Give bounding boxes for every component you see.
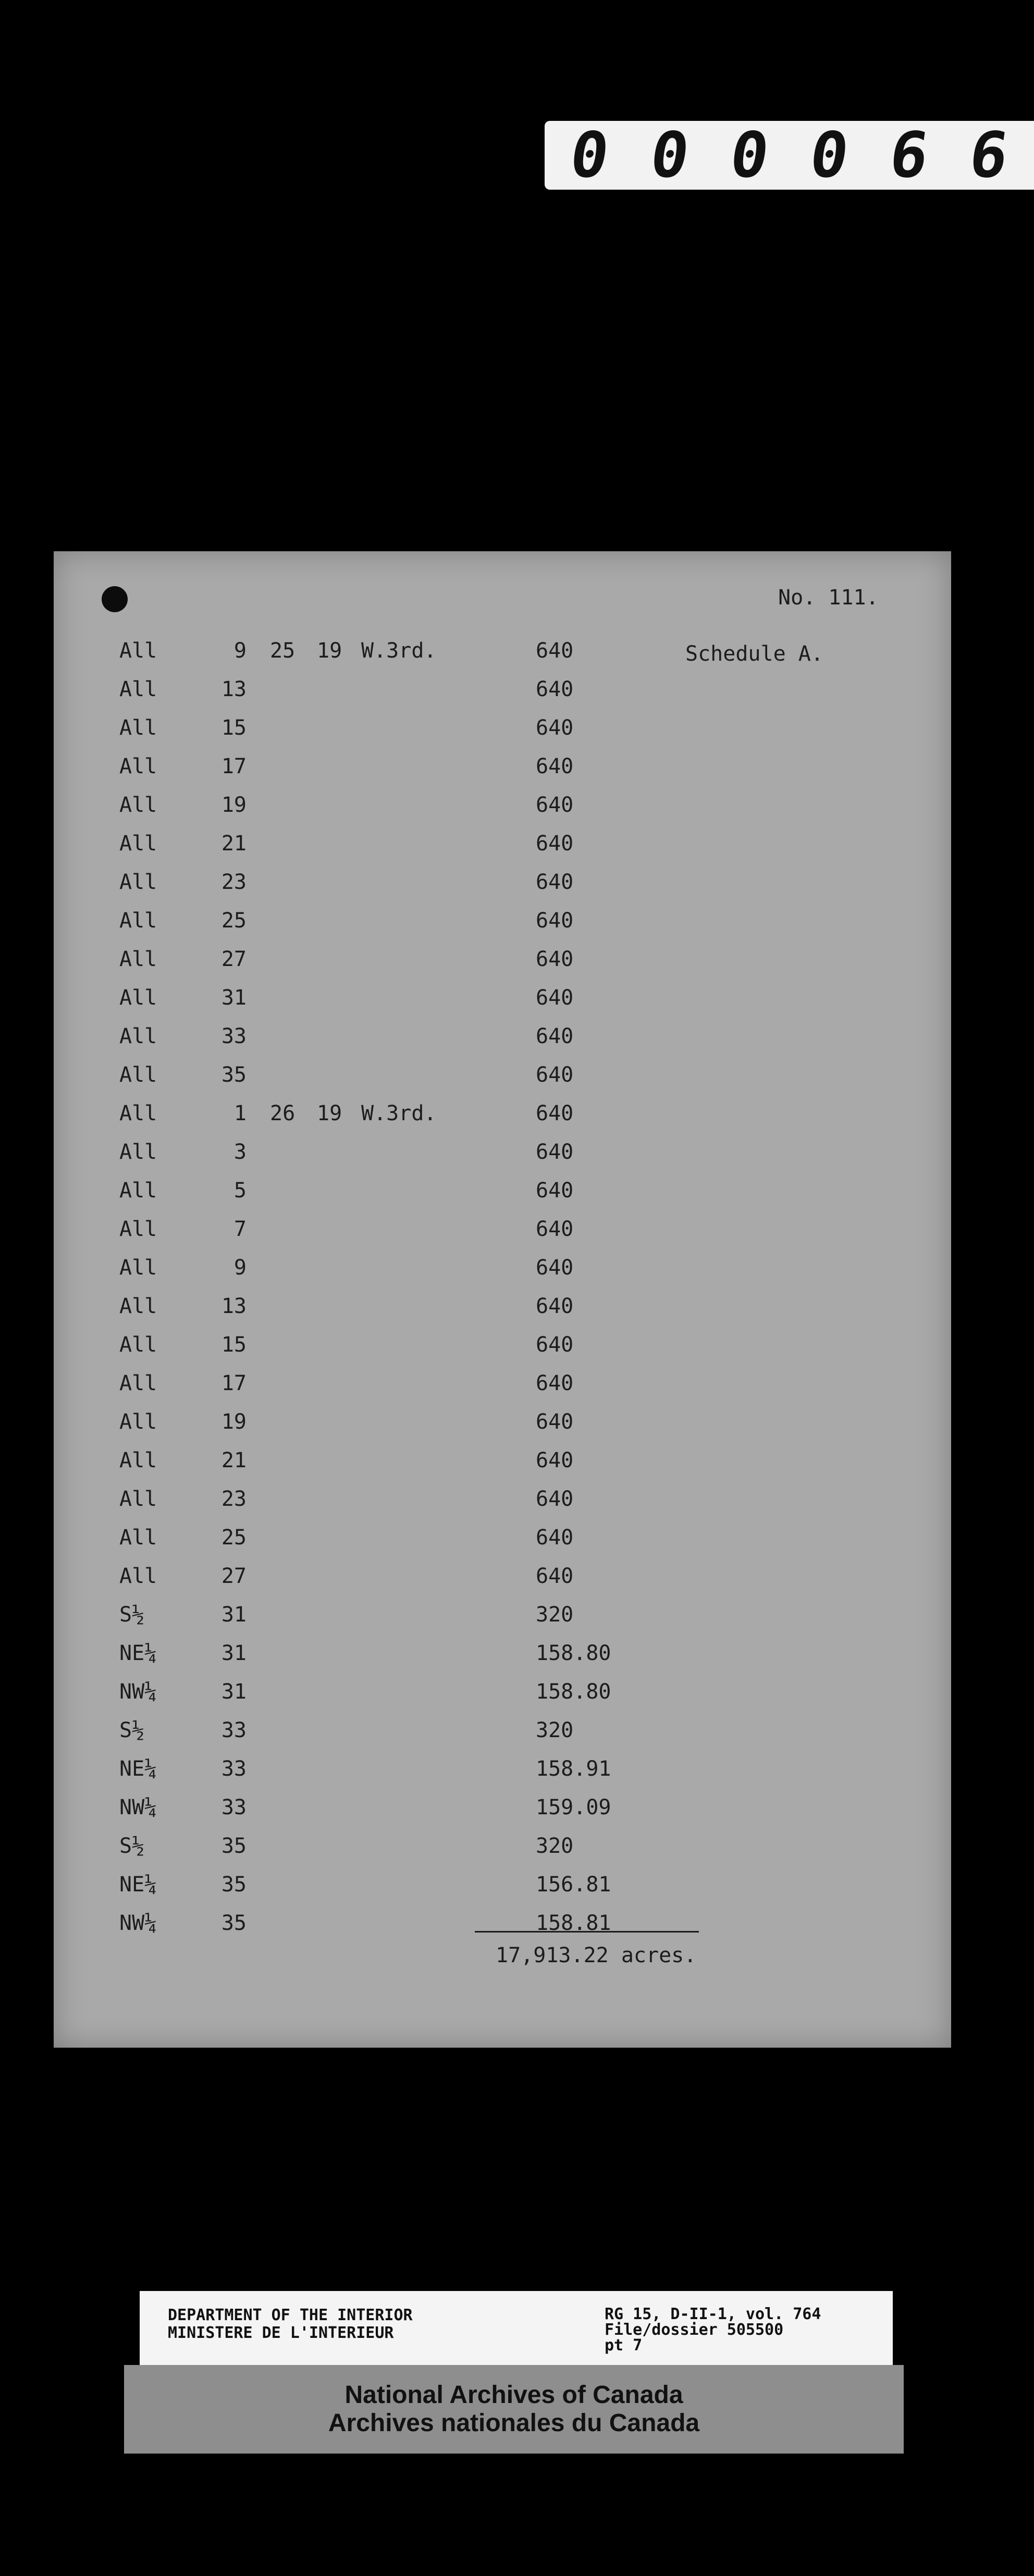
table-row [54, 1063, 951, 1089]
table-row [54, 1834, 951, 1860]
table-row [54, 1179, 951, 1205]
cell-sec: 15 [221, 1333, 247, 1357]
frame-digit: 0 [805, 119, 853, 192]
table-row [54, 1140, 951, 1166]
cell-part: NW¼ [119, 1911, 157, 1935]
department-label [168, 2307, 413, 2342]
cell-sec: 1 [233, 1101, 247, 1125]
cell-sec: 7 [233, 1217, 247, 1241]
cell-part: All [119, 947, 157, 971]
table-row [54, 1526, 951, 1552]
cell-acres: 158.81 [536, 1911, 611, 1935]
cell-sec: 17 [221, 1371, 247, 1395]
cell-twp: 26 [270, 1101, 296, 1125]
cell-sec: 15 [221, 716, 247, 740]
cell-part: All [119, 1410, 157, 1434]
cell-sec: 33 [221, 1024, 247, 1048]
cell-sec: 31 [221, 1680, 247, 1704]
archive-label [140, 2291, 893, 2367]
cell-part: All [119, 1487, 157, 1511]
punch-hole [102, 586, 128, 612]
cell-part: All [119, 1101, 157, 1125]
table-row [54, 947, 951, 973]
cell-part: All [119, 639, 157, 663]
cell-acres: 640 [536, 1333, 574, 1357]
table-row [54, 1564, 951, 1590]
cell-sec: 33 [221, 1795, 247, 1819]
frame-digit: 0 [565, 119, 614, 192]
table-row [54, 1333, 951, 1359]
cell-part: All [119, 1333, 157, 1357]
cell-acres: 320 [536, 1603, 574, 1627]
cell-acres: 640 [536, 1140, 574, 1164]
cell-acres: 640 [536, 1101, 574, 1125]
cell-part: All [119, 1179, 157, 1203]
record-group: RG 15, D-II-1, vol. 764 [605, 2305, 821, 2323]
cell-part: All [119, 1526, 157, 1550]
cell-sec: 21 [221, 1448, 247, 1472]
cell-sec: 21 [221, 832, 247, 856]
cell-acres: 640 [536, 986, 574, 1010]
table-row [54, 1294, 951, 1320]
frame-digit: 0 [645, 119, 694, 192]
archives-name-en: National Archives of Canada [344, 2381, 683, 2409]
cell-sec: 13 [221, 677, 247, 701]
cell-rge: 19 [317, 639, 342, 663]
cell-part: S½ [119, 1603, 145, 1627]
cell-part: All [119, 793, 157, 817]
cell-part: NE¼ [119, 1641, 157, 1665]
cell-part: All [119, 832, 157, 856]
cell-sec: 9 [233, 1256, 247, 1280]
cell-part: All [119, 1564, 157, 1588]
cell-part: NE¼ [119, 1757, 157, 1781]
cell-acres: 640 [536, 832, 574, 856]
document-sheet [54, 551, 951, 2048]
table-row [54, 1256, 951, 1282]
table-row [54, 716, 951, 742]
cell-acres: 640 [536, 1217, 574, 1241]
cell-part: All [119, 909, 157, 933]
cell-twp: 25 [270, 639, 296, 663]
table-row [54, 832, 951, 858]
cell-acres: 159.09 [536, 1795, 611, 1819]
document-number: No. 111. [778, 586, 879, 610]
cell-sec: 13 [221, 1294, 247, 1318]
cell-part: All [119, 716, 157, 740]
cell-acres: 158.80 [536, 1680, 611, 1704]
cell-sec: 9 [233, 639, 247, 663]
cell-acres: 158.91 [536, 1757, 611, 1781]
cell-acres: 640 [536, 1371, 574, 1395]
cell-sec: 31 [221, 1603, 247, 1627]
table-row [54, 1911, 951, 1937]
cell-sec: 25 [221, 909, 247, 933]
cell-acres: 640 [536, 1526, 574, 1550]
cell-acres: 640 [536, 1179, 574, 1203]
cell-part: All [119, 1024, 157, 1048]
cell-sec: 23 [221, 1487, 247, 1511]
cell-sec: 17 [221, 754, 247, 778]
cell-part: All [119, 1294, 157, 1318]
cell-part: NW¼ [119, 1795, 157, 1819]
frame-digit: 6 [965, 119, 1013, 192]
archives-name-fr: Archives nationales du Canada [328, 2409, 700, 2437]
cell-acres: 320 [536, 1834, 574, 1858]
schedule-label: Schedule A. [685, 642, 823, 666]
total-acres: 17,913.22 acres. [496, 1943, 697, 1967]
cell-rge: 19 [317, 1101, 342, 1125]
cell-part: All [119, 677, 157, 701]
cell-sec: 31 [221, 1641, 247, 1665]
table-row [54, 1641, 951, 1667]
cell-mer: W.3rd. [361, 639, 437, 663]
cell-acres: 640 [536, 639, 574, 663]
cell-part: NE¼ [119, 1873, 157, 1897]
cell-part: S½ [119, 1834, 145, 1858]
cell-part: All [119, 754, 157, 778]
cell-acres: 156.81 [536, 1873, 611, 1897]
table-row [54, 1101, 951, 1128]
table-row [54, 1448, 951, 1475]
cell-sec: 27 [221, 947, 247, 971]
cell-acres: 640 [536, 793, 574, 817]
cell-acres: 640 [536, 909, 574, 933]
table-row [54, 1487, 951, 1513]
cell-acres: 640 [536, 716, 574, 740]
cell-sec: 23 [221, 870, 247, 894]
cell-part: All [119, 1140, 157, 1164]
file-reference [605, 2307, 821, 2354]
table-row [54, 870, 951, 896]
table-row [54, 1718, 951, 1744]
file-part: pt 7 [605, 2336, 643, 2355]
table-row [54, 1603, 951, 1629]
file-number: File/dossier 505500 [605, 2321, 784, 2339]
cell-sec: 33 [221, 1757, 247, 1781]
cell-acres: 640 [536, 947, 574, 971]
cell-sec: 35 [221, 1063, 247, 1087]
table-row [54, 754, 951, 781]
cell-acres: 640 [536, 1410, 574, 1434]
cell-part: All [119, 1371, 157, 1395]
table-row [54, 1757, 951, 1783]
cell-sec: 35 [221, 1911, 247, 1935]
cell-acres: 320 [536, 1718, 574, 1742]
cell-acres: 640 [536, 1256, 574, 1280]
frame-number-strip [545, 121, 1034, 190]
cell-sec: 35 [221, 1834, 247, 1858]
cell-acres: 640 [536, 1063, 574, 1087]
table-row [54, 1680, 951, 1706]
cell-sec: 3 [233, 1140, 247, 1164]
department-en: DEPARTMENT OF THE INTERIOR [168, 2306, 413, 2324]
cell-acres: 640 [536, 1564, 574, 1588]
cell-part: S½ [119, 1718, 145, 1742]
cell-sec: 31 [221, 986, 247, 1010]
table-row [54, 677, 951, 703]
table-row [54, 639, 951, 665]
department-fr: MINISTERE DE L'INTERIEUR [168, 2324, 394, 2342]
table-row [54, 1024, 951, 1050]
cell-part: All [119, 1256, 157, 1280]
cell-part: All [119, 1063, 157, 1087]
cell-sec: 19 [221, 793, 247, 817]
cell-sec: 5 [233, 1179, 247, 1203]
cell-acres: 640 [536, 1024, 574, 1048]
cell-mer: W.3rd. [361, 1101, 437, 1125]
table-row [54, 909, 951, 935]
table-row [54, 1410, 951, 1436]
table-row [54, 1217, 951, 1243]
cell-acres: 640 [536, 1487, 574, 1511]
table-row [54, 1795, 951, 1822]
cell-acres: 640 [536, 1448, 574, 1472]
cell-acres: 640 [536, 1294, 574, 1318]
frame-digit: 6 [885, 119, 933, 192]
table-row [54, 986, 951, 1012]
cell-sec: 27 [221, 1564, 247, 1588]
cell-sec: 33 [221, 1718, 247, 1742]
total-rule [475, 1931, 699, 1933]
cell-part: All [119, 986, 157, 1010]
table-row [54, 1873, 951, 1899]
cell-acres: 640 [536, 870, 574, 894]
table-row [54, 793, 951, 819]
table-row [54, 1371, 951, 1397]
cell-part: All [119, 870, 157, 894]
cell-sec: 25 [221, 1526, 247, 1550]
cell-sec: 19 [221, 1410, 247, 1434]
cell-acres: 640 [536, 754, 574, 778]
cell-acres: 158.80 [536, 1641, 611, 1665]
cell-acres: 640 [536, 677, 574, 701]
cell-part: NW¼ [119, 1680, 157, 1704]
frame-digit: 0 [725, 119, 773, 192]
cell-part: All [119, 1448, 157, 1472]
cell-sec: 35 [221, 1873, 247, 1897]
cell-part: All [119, 1217, 157, 1241]
archives-banner [124, 2365, 904, 2454]
